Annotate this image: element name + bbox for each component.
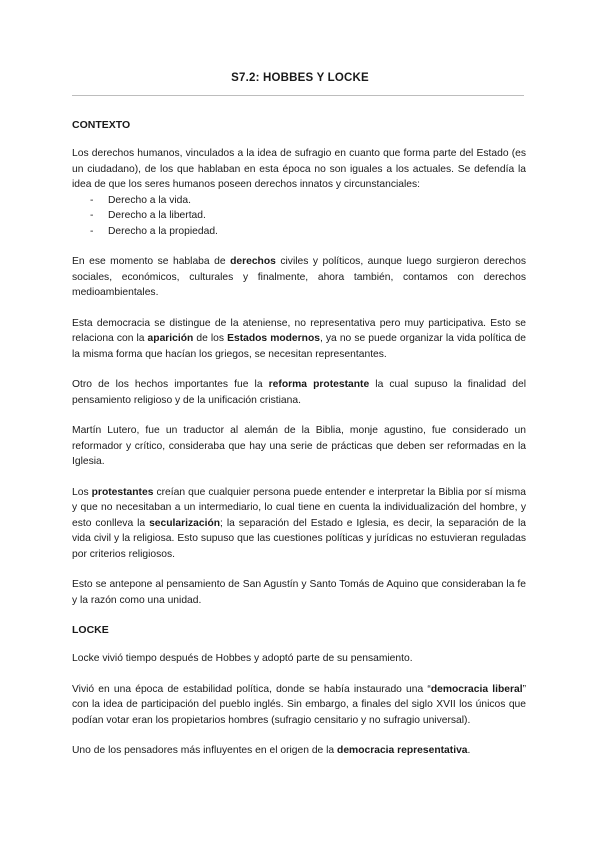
document-body xyxy=(72,118,526,774)
list-item: - Derecho a la propiedad. xyxy=(72,224,526,240)
paragraph-tipos-derechos: En ese momento se hablaba de derechos civiles y políticos, aunque luego surgieron derechos sociales, económicos, culturales y finalmente, ahora también, contamos con derechos medioambientales. xyxy=(72,256,527,298)
paragraph-protestantes: Los protestantes creían que cualquier persona puede entender e interpretar la Biblia por sí misma y que no necesitaban a un intermediario, lo cual tiene en cuenta la individualización del hombre, y esto conlleva la secularización; la separación del Estado e Iglesia, es decir, la separación de la vida civil y la religiosa. Esto supuso que las cuestiones políticas y jurídicas no estuvieran reguladas por criterios religiosos. xyxy=(72,486,526,560)
paragraph-democracia-liberal: Vivió en una época de estabilidad política, donde se había instaurado una “democracia liberal” con la idea de participación del pueblo inglés. Sin embargo, a finales del siglo XVII los únicos que podían votar eran los propietarios hombres (sufragio censitario y no sufragio universal). xyxy=(72,683,526,726)
paragraph-derechos-humanos: Los derechos humanos, vinculados a la idea de sufragio en cuanto que forma parte del Estado (es un ciudadano), de los que hablaban en esta época no son iguales a los actuales. Se defendía la idea de que los seres humanos poseen derechos innatos y circunstanciales: xyxy=(72,148,526,190)
section-heading-locke: LOCKE xyxy=(72,624,109,636)
paragraph-locke-hobbes: Locke vivió tiempo después de Hobbes y adoptó parte de su pensamiento. xyxy=(72,653,413,664)
paragraph-democracia-representativa: Uno de los pensadores más influyentes en el origen de la democracia representativa. xyxy=(72,745,471,756)
section-heading-contexto: CONTEXTO xyxy=(72,119,131,131)
paragraph-lutero: Martín Lutero, fue un traductor al alemán de la Biblia, monje agustino, fue considerado un reformador y crítico, consideraba que hay una serie de prácticas que deben ser reformadas en la Iglesia. xyxy=(72,425,526,467)
list-item: - Derecho a la libertad. xyxy=(72,208,526,224)
rights-list xyxy=(72,193,526,240)
paragraph-democracia: Esta democracia se distingue de la ateniense, no representativa pero muy participativa. Esto se relaciona con la aparición de los Estados modernos, ya no se puede organizar la vida política de la misma forma que hacían los griegos, se necesitan representantes. xyxy=(72,317,527,360)
page-title: S7.2: HOBBES Y LOCKE xyxy=(231,72,369,84)
paragraph-reforma: Otro de los hechos importantes fue la reforma protestante la cual supuso la finalidad del pensamiento religioso y de la unificación cristiana. xyxy=(72,379,526,406)
title-divider xyxy=(72,95,524,96)
list-item: - Derecho a la vida. xyxy=(72,193,526,209)
paragraph-san-agustin: Esto se antepone al pensamiento de San Agustín y Santo Tomás de Aquino que consideraban la fe y la razón como una unidad. xyxy=(72,579,526,606)
